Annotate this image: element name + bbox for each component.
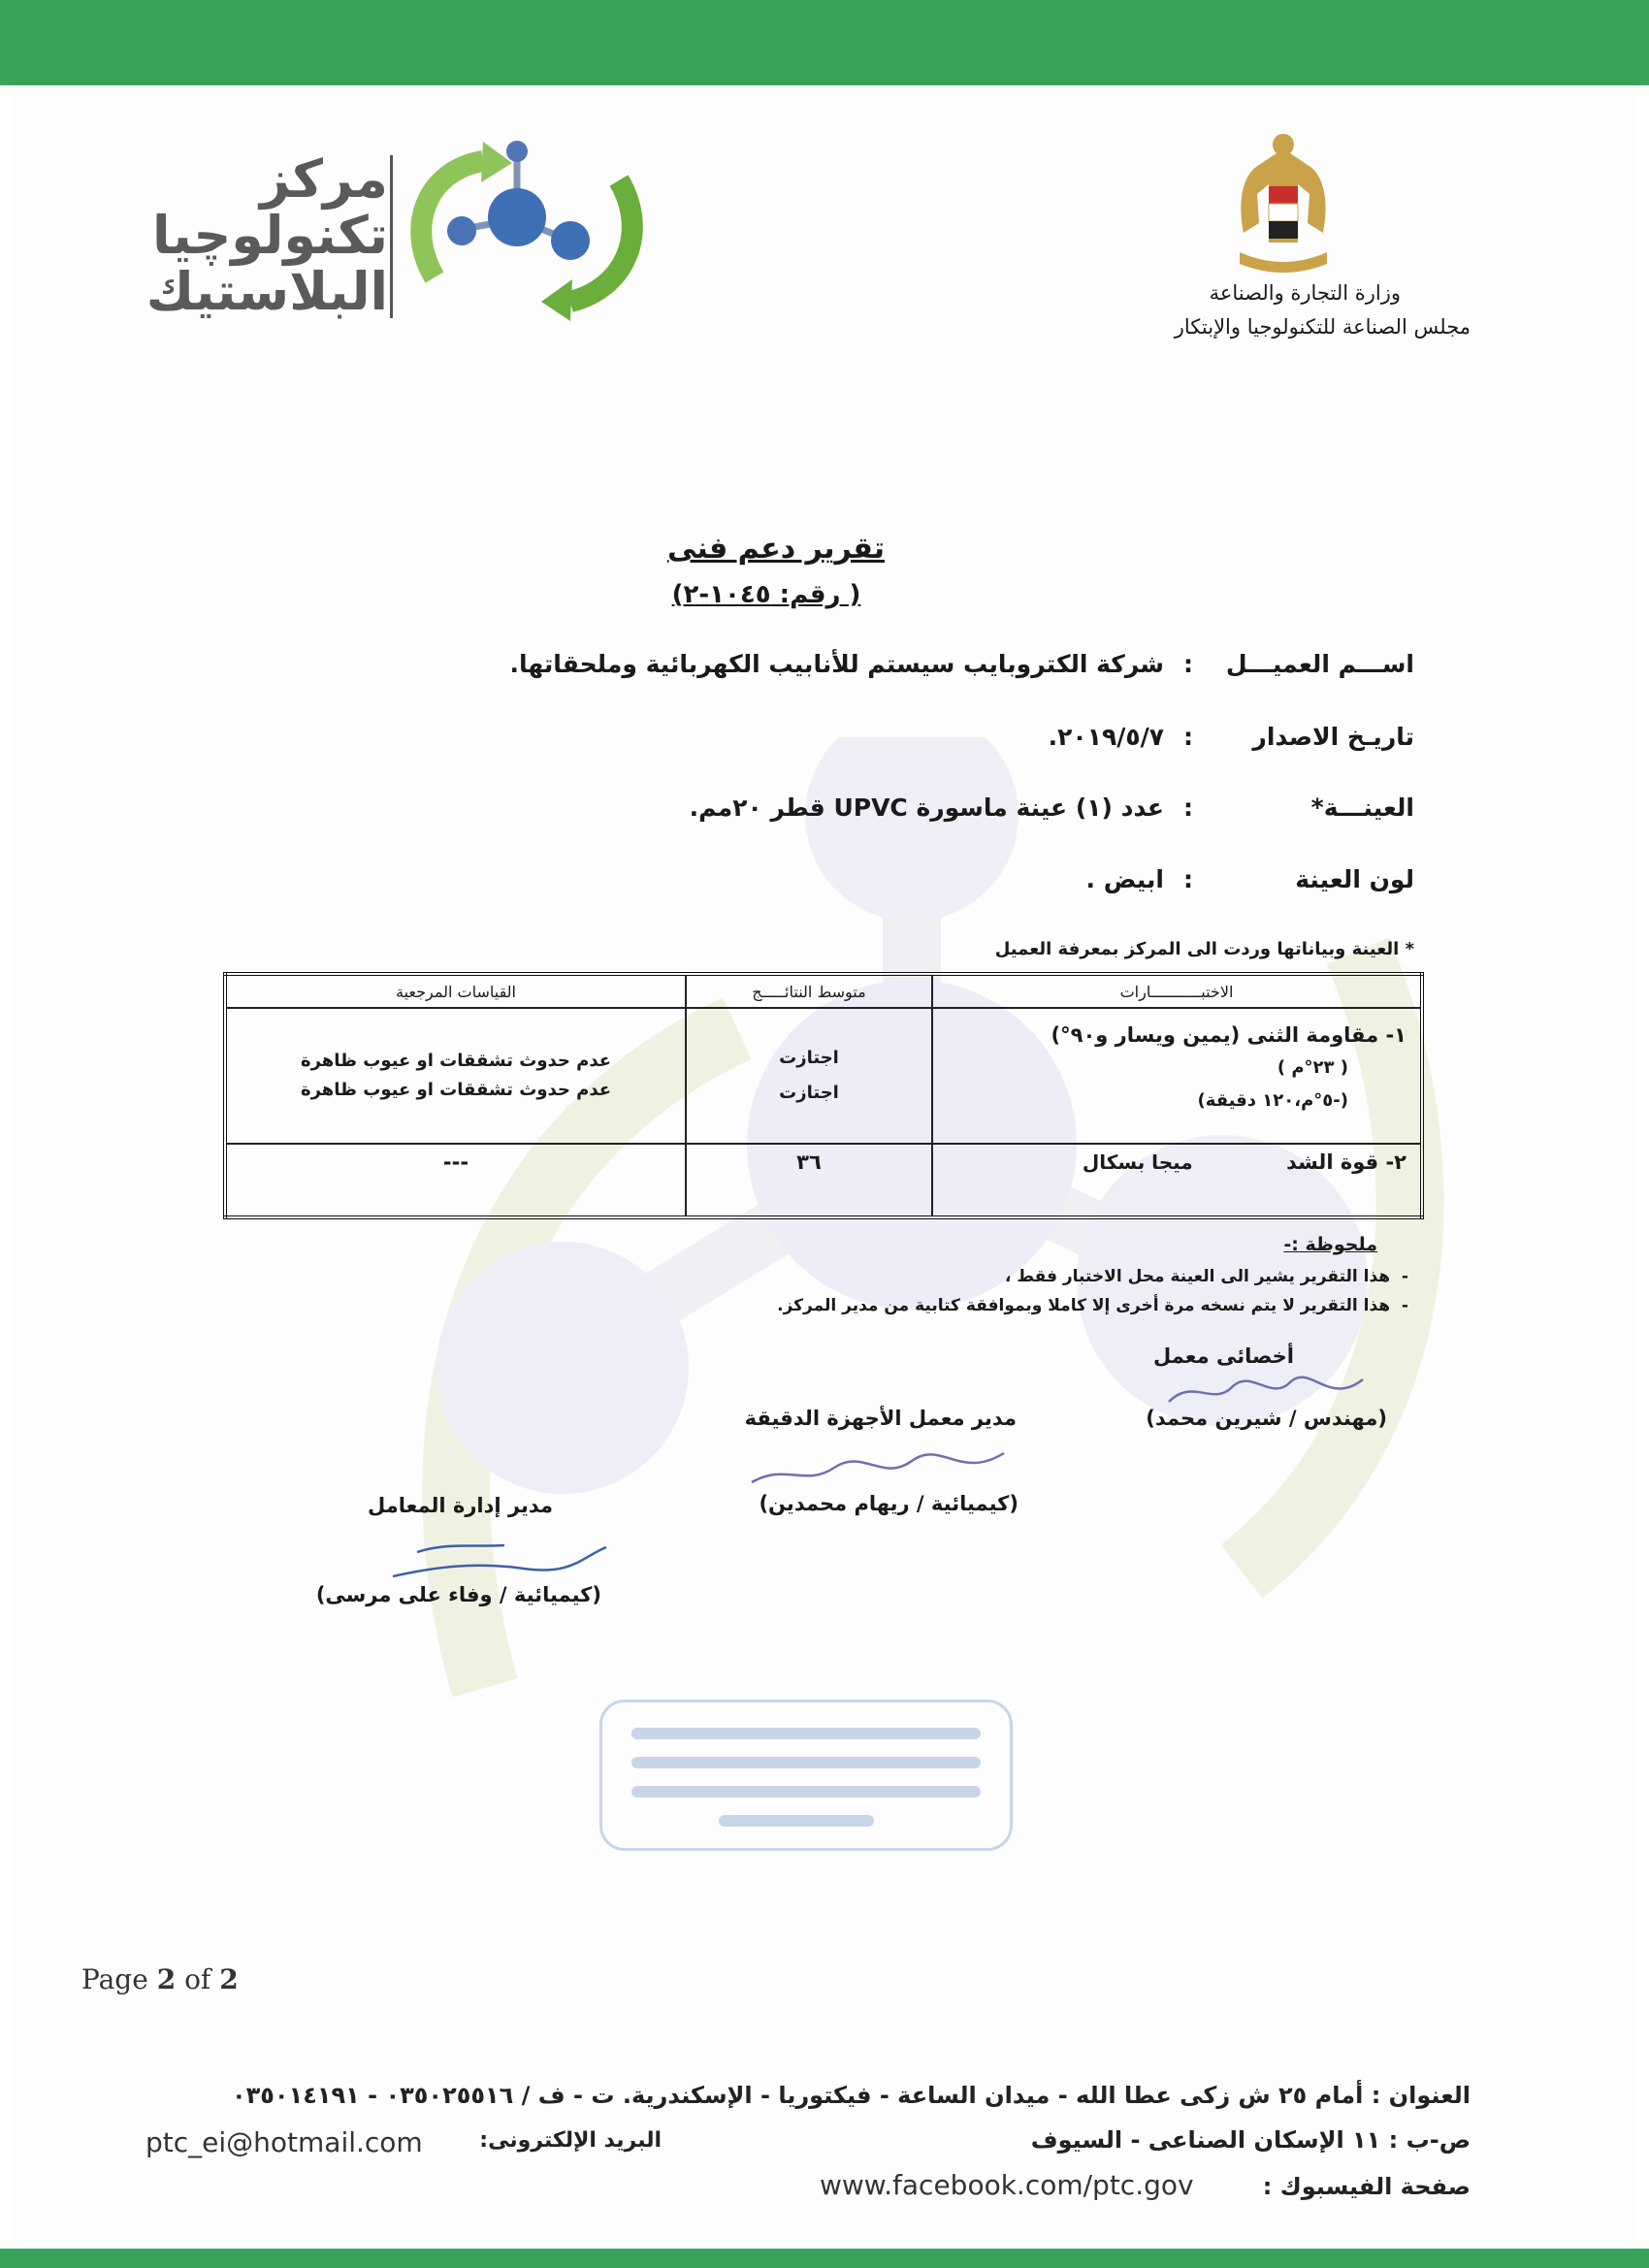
reference-value: --- (442, 1150, 469, 1174)
reference-cell (225, 1008, 686, 1144)
footer-email-label: البريد الإلكترونى: (479, 2128, 662, 2153)
table-row (225, 1144, 1422, 1217)
note-item: - هذا التقرير يشير الى العينة محل الاختبار فقط ، (1005, 1267, 1408, 1286)
lab-manager-signature-icon (747, 1443, 1009, 1492)
ptc-logo-icon (405, 132, 648, 326)
field-colon: : (1183, 650, 1193, 678)
test-cell (932, 1008, 1422, 1144)
field-value-sample: عدد (١) عينة ماسورة UPVC قطر ٢٠مم. (689, 794, 1164, 822)
field-value-client: شركة الكتروبايب سيستم للأنابيب الكهربائية وملحقاتها. (509, 650, 1164, 678)
specialist-name: (مهندس / شيرين محمد) (1146, 1407, 1387, 1430)
stamp-line (631, 1757, 981, 1768)
note-item: - هذا التقرير لا يتم نسخه مرة أخرى إلا كاملا وبموافقة كتابية من مدير المركز. (777, 1296, 1408, 1315)
logo-separator (390, 155, 393, 318)
ptc-logo-text (107, 148, 388, 322)
reference-value: عدم حدوث تشققات او عيوب ظاهرة (300, 1051, 612, 1071)
specialist-title: أخصائى معمل (1152, 1345, 1294, 1368)
footer-facebook-link[interactable]: www.facebook.com/ptc.gov (820, 2169, 1194, 2201)
field-label-date: تاريـخ الاصدار (1252, 723, 1414, 751)
test-condition: (-٥°م،١٢٠ دقيقة) (1197, 1090, 1348, 1111)
logo-line-2: تكنولوچيا (152, 205, 388, 266)
result-value: اجتازت (779, 1083, 839, 1103)
test-name: ٢- قوة الشد (1285, 1150, 1406, 1174)
egypt-eagle-emblem-icon (1230, 126, 1337, 281)
sample-note: * العينة وبياناتها وردت الى المركز بمعرفة العميل (994, 939, 1414, 959)
test-unit: ميجا بسكال (1082, 1150, 1193, 1174)
note-text: هذا التقرير يشير الى العينة محل الاختبار فقط ، (1005, 1267, 1391, 1286)
footer-po-box: ص-ب : ١١ الإسكان الصناعى - السيوف (1030, 2126, 1471, 2154)
result-value: اجتازت (779, 1048, 839, 1068)
field-value-color: ابيض . (1085, 865, 1164, 893)
lab-manager-title: مدير معمل الأجهزة الدقيقة (744, 1407, 1017, 1430)
table-header-row (225, 974, 1422, 1008)
results-table (223, 972, 1424, 1219)
test-condition: ( ٢٣°م ) (1277, 1057, 1348, 1078)
footer-address: العنوان : أمام ٢٥ ش زكى عطا الله - ميدان الساعة - فيكتوريا - الإسكندرية. ت - ف / ٠٣٥٠٢٥٥١٦ - ٠٣٥٠١٤١٩١ (231, 2082, 1471, 2109)
field-label-color: لون العينة (1295, 865, 1414, 893)
result-value: ٣٦ (796, 1150, 822, 1174)
field-value-date: ٢٠١٩/٥/٧. (1048, 723, 1164, 751)
notes-title: ملحوظة :- (1283, 1234, 1377, 1255)
bottom-green-band (0, 2249, 1649, 2268)
reference-value: عدم حدوث تشققات او عيوب ظاهرة (300, 1080, 612, 1100)
footer-facebook-label: صفحة الفيسبوك : (1262, 2173, 1471, 2200)
stamp-line (719, 1815, 874, 1827)
labs-director-name: (كيميائية / وفاء على مرسى) (315, 1583, 601, 1606)
ministry-name: وزارة التجارة والصناعة (1209, 281, 1401, 305)
note-text: هذا التقرير لا يتم نسخه مرة أخرى إلا كاملا وبموافقة كتابية من مدير المركز. (777, 1296, 1391, 1315)
field-colon: : (1183, 865, 1193, 893)
field-label-client: اســـم العميـــل (1225, 650, 1414, 678)
footer-email-link[interactable]: ptc_ei@hotmail.com (146, 2126, 423, 2158)
header-results: متوسط النتائـــــج (686, 974, 932, 1008)
test-name: ١- مقاومة الثنى (يمين ويسار و٩٠°) (1051, 1023, 1406, 1047)
reference-cell (225, 1144, 686, 1217)
top-green-band (0, 0, 1649, 85)
result-cell (686, 1008, 932, 1144)
faded-stamp (599, 1700, 1013, 1851)
logo-line-3: البلاستيك (146, 261, 388, 322)
table-row (225, 1008, 1422, 1144)
labs-director-title: مدير إدارة المعامل (367, 1494, 553, 1517)
header-reference: القياسات المرجعية (225, 974, 686, 1008)
stamp-line (631, 1728, 981, 1739)
council-name: مجلس الصناعة للتكنولوجيا والإبتكار (1174, 315, 1471, 339)
report-number: (رقم: ١٠٤٥-٢ ) (671, 580, 861, 609)
logo-line-1: مركز (259, 148, 388, 210)
result-cell (686, 1144, 932, 1217)
header-tests: الاختبـــــــــــارات (932, 974, 1422, 1008)
field-colon: : (1183, 794, 1193, 822)
page-counter: Page 2 of 2 (81, 1963, 239, 1995)
test-cell (932, 1144, 1422, 1217)
field-colon: : (1183, 723, 1193, 751)
lab-manager-name: (كيميائية / ريهام محمدين) (759, 1492, 1018, 1515)
stamp-line (631, 1786, 981, 1798)
report-title: تقرير دعم فنى (667, 532, 885, 566)
field-label-sample: العينـــة* (1310, 794, 1414, 822)
